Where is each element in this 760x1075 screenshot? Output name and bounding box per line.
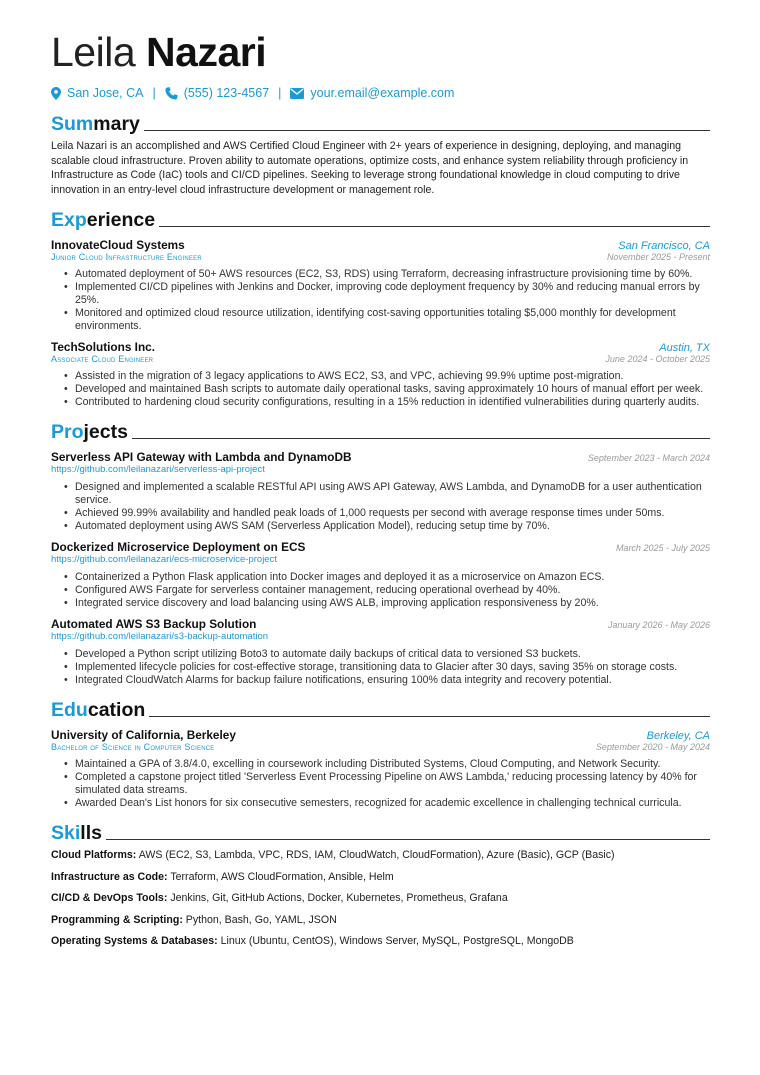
skill-value: Python, Bash, Go, YAML, JSON xyxy=(185,913,337,926)
section-divider xyxy=(106,839,710,840)
school-name: University of California, Berkeley xyxy=(51,728,236,742)
section-title-accent: Exp xyxy=(51,209,87,231)
bullet-item: • Contributed to hardening cloud security configurations, resulting in a 15% reduction in identified vulnerabilities during quarterly audits. xyxy=(75,396,710,409)
entry-dates: January 2026 - May 2026 xyxy=(607,620,710,630)
education-entry xyxy=(51,728,710,810)
entry-location: San Francisco, CA xyxy=(618,240,710,252)
job-role: Associate Cloud Engineer xyxy=(51,354,154,364)
skill-row xyxy=(51,870,710,884)
bullet-item: • Integrated CloudWatch Alarms for backup failure notifications, ensuring 100% data integrity and recovery potential. xyxy=(75,674,710,687)
bullet-item: • Maintained a GPA of 3.8/4.0, excelling in coursework including Distributed Systems, Cloud Computing, and Network Security. xyxy=(75,758,710,771)
bullet-list xyxy=(51,571,710,610)
entry-header-row xyxy=(51,540,710,554)
section-title-rest: lls xyxy=(80,822,102,844)
section-title-accent: Ski xyxy=(51,822,81,844)
project-entry xyxy=(51,617,710,687)
project-entry xyxy=(51,450,710,533)
bullet-item: • Monitored and optimized cloud resource utilization, identifying cost-saving opportunities totaling $5,000 monthly for development environments. xyxy=(75,307,710,333)
entry-dates: September 2020 - May 2024 xyxy=(595,742,710,752)
entry-header-row xyxy=(51,450,710,464)
bullet-item: • Automated deployment using AWS SAM (Serverless Application Model), reducing setup time by 70%. xyxy=(75,520,710,533)
contact-phone[interactable] xyxy=(165,86,269,100)
skill-value: Terraform, AWS CloudFormation, Ansible, Helm xyxy=(170,870,394,883)
project-name: Automated AWS S3 Backup Solution xyxy=(51,617,257,631)
skill-label: CI/CD & DevOps Tools: xyxy=(51,892,168,904)
skill-label: Cloud Platforms: xyxy=(51,849,137,861)
bullet-list xyxy=(51,481,710,533)
phone-icon xyxy=(165,87,178,100)
bullet-item: • Completed a capstone project titled 'Serverless Event Processing Pipeline on AWS Lambda,' reducing processing latency by 40% for simulated data streams. xyxy=(75,771,710,797)
entry-dates: March 2025 - July 2025 xyxy=(615,543,710,553)
skill-row xyxy=(51,891,710,905)
bullet-item: • Developed a Python script utilizing Boto3 to automate daily backups of critical data to versioned S3 buckets. xyxy=(75,648,710,661)
skill-row xyxy=(51,913,710,927)
skill-value: Jenkins, Git, GitHub Actions, Docker, Kubernetes, Prometheus, Grafana xyxy=(170,892,508,904)
bullet-item: • Configured AWS Fargate for serverless container management, reducing operational overhead by 40%. xyxy=(75,584,710,597)
section-title-rest: jects xyxy=(83,421,128,443)
section-title-rest: erience xyxy=(86,209,156,231)
skills-list xyxy=(51,848,710,948)
envelope-icon xyxy=(290,88,304,99)
section-title-accent: Pro xyxy=(51,421,84,443)
section-header-summary xyxy=(51,111,710,135)
degree-name: Bachelor of Science in Computer Science xyxy=(51,742,215,752)
skill-row xyxy=(51,848,710,862)
candidate-name xyxy=(51,28,710,76)
entry-dates: June 2024 - October 2025 xyxy=(605,354,710,364)
section-header-education xyxy=(51,697,710,721)
bullet-list xyxy=(51,370,710,409)
company-name: TechSolutions Inc. xyxy=(51,340,155,354)
skill-label: Infrastructure as Code: xyxy=(51,870,168,883)
entry-header-row xyxy=(51,238,710,252)
bullet-item: • Implemented CI/CD pipelines with Jenkins and Docker, improving code deployment frequency by 30% and reducing manual errors by 25%. xyxy=(75,281,710,307)
entry-dates: September 2023 - March 2024 xyxy=(587,453,710,463)
last-name: Nazari xyxy=(146,29,267,75)
project-link[interactable]: https://github.com/leilanazari/serverless-api-project xyxy=(51,464,265,475)
section-title xyxy=(51,699,145,721)
bullet-item: • Awarded Dean's List honors for six consecutive semesters, recognized for academic excellence in challenging technical curricula. xyxy=(75,797,710,810)
section-divider xyxy=(144,130,710,131)
skill-value: Linux (Ubuntu, CentOS), Windows Server, MySQL, PostgreSQL, MongoDB xyxy=(220,935,574,947)
experience-entry xyxy=(51,238,710,333)
entry-location: Berkeley, CA xyxy=(646,730,710,742)
location-text: San Jose, CA xyxy=(67,86,144,100)
phone-text: (555) 123-4567 xyxy=(183,86,270,100)
bullet-item: • Automated deployment of 50+ AWS resources (EC2, S3, RDS) using Terraform, decreasing infrastructure provisioning time by 60%. xyxy=(75,268,710,281)
contact-separator: | xyxy=(152,86,156,100)
skill-label: Operating Systems & Databases: xyxy=(51,935,218,947)
bullet-item: • Implemented lifecycle policies for cost-effective storage, transitioning data to Glacier after 30 days, saving 35% on storage costs. xyxy=(75,661,710,674)
contact-bar xyxy=(51,85,710,101)
email-link: your.email@example.com xyxy=(310,86,455,100)
section-header-projects xyxy=(51,419,710,443)
project-link[interactable]: https://github.com/leilanazari/s3-backup-automation xyxy=(51,631,269,642)
project-name: Dockerized Microservice Deployment on ECS xyxy=(51,540,306,554)
skill-row xyxy=(51,934,710,948)
section-title-rest: mary xyxy=(93,113,140,135)
entry-header-row xyxy=(51,728,710,742)
entry-header-row xyxy=(51,617,710,631)
job-role: Junior Cloud Infrastructure Engineer xyxy=(51,252,202,262)
experience-entry xyxy=(51,340,710,409)
entry-link-row xyxy=(51,554,710,565)
entry-subheader-row xyxy=(51,742,710,752)
bullet-item: • Achieved 99.99% availability and handled peak loads of 1,000 requests per second with average response times under 50ms. xyxy=(75,507,710,520)
section-header-skills xyxy=(51,820,710,844)
section-title-accent: Edu xyxy=(51,699,88,721)
project-entry xyxy=(51,540,710,610)
contact-separator: | xyxy=(278,86,282,100)
section-divider xyxy=(132,438,710,439)
entry-dates: November 2025 - Present xyxy=(606,252,710,262)
bullet-item: • Assisted in the migration of 3 legacy applications to AWS EC2, S3, and VPC, achieving 99.9% uptime post-migration. xyxy=(75,370,710,383)
first-name: Leila xyxy=(51,29,136,75)
summary-text: Leila Nazari is an accomplished and AWS Certified Cloud Engineer with 2+ years of experience in designing, deploying, and managing scalable cloud infrastructure. Proven ability to automate operations, optimize costs, and enhance system reliability through proficiency in Infrastructure as Code (IaC) tools and CI/CD pipelines. Seeking to leverage strong foundational knowledge in cloud computing to drive innovation in an entry-level cloud infrastructure development or management role. xyxy=(51,140,689,196)
skill-label: Programming & Scripting: xyxy=(51,913,183,926)
entry-subheader-row xyxy=(51,252,710,262)
map-pin-icon xyxy=(51,87,61,100)
bullet-list xyxy=(51,648,710,687)
contact-location xyxy=(51,86,143,100)
company-name: InnovateCloud Systems xyxy=(51,238,185,252)
section-header-experience xyxy=(51,207,710,231)
entry-link-row xyxy=(51,631,710,642)
bullet-item: • Containerized a Python Flask application into Docker images and deployed it as a microservice on Amazon ECS. xyxy=(75,571,710,584)
entry-subheader-row xyxy=(51,354,710,364)
section-divider xyxy=(159,226,710,227)
section-title-rest: cation xyxy=(87,699,146,721)
skill-value: AWS (EC2, S3, Lambda, VPC, RDS, IAM, CloudWatch, CloudFormation), Azure (Basic), GCP (Basic) xyxy=(138,849,615,861)
section-title xyxy=(51,113,140,135)
bullet-list xyxy=(51,268,710,333)
bullet-item: • Integrated service discovery and load balancing using AWS ALB, improving application responsiveness by 20%. xyxy=(75,597,710,610)
section-divider xyxy=(149,716,710,717)
bullet-list xyxy=(51,758,710,810)
bullet-item: • Developed and maintained Bash scripts to automate daily operational tasks, saving approximately 10 hours of manual effort per week. xyxy=(75,383,710,396)
section-title xyxy=(51,209,155,231)
entry-location: Austin, TX xyxy=(659,342,710,354)
bullet-item: • Designed and implemented a scalable RESTful API using AWS API Gateway, AWS Lambda, and DynamoDB for a user authentication service. xyxy=(75,481,710,507)
contact-email[interactable] xyxy=(290,86,454,100)
project-link[interactable]: https://github.com/leilanazari/ecs-microservice-project xyxy=(51,554,277,565)
entry-header-row xyxy=(51,340,710,354)
project-name: Serverless API Gateway with Lambda and DynamoDB xyxy=(51,450,352,464)
entry-link-row xyxy=(51,464,710,475)
section-title-accent: Sum xyxy=(51,113,94,135)
section-title xyxy=(51,421,128,443)
section-title xyxy=(51,822,102,844)
